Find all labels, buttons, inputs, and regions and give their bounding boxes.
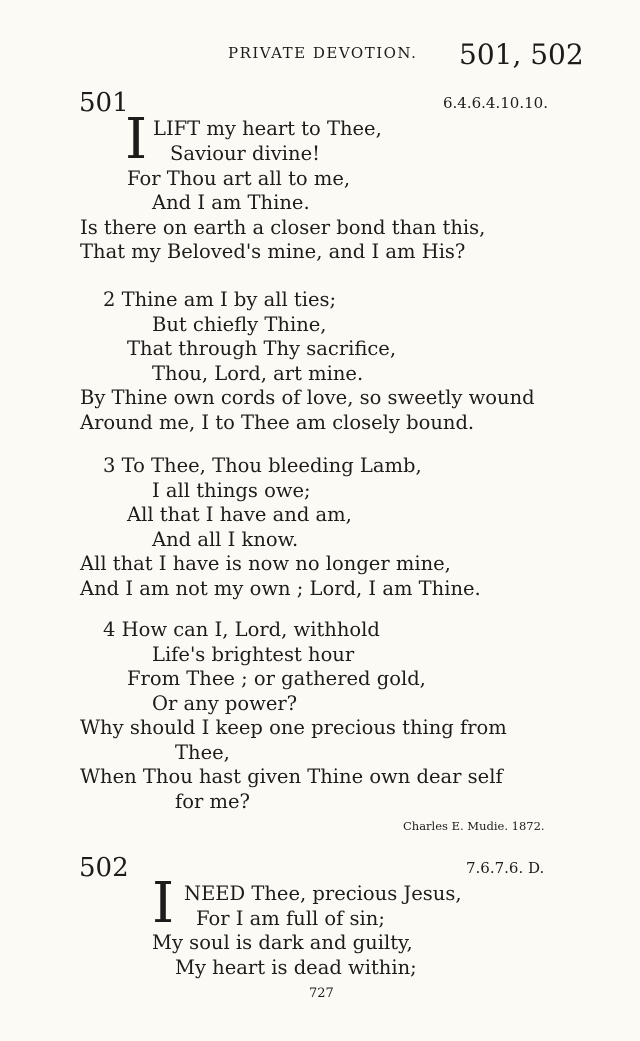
hymn-501-line: By Thine own cords of love, so sweetly wound [80, 386, 535, 409]
hymn-501-number: 501 [79, 88, 129, 118]
running-header-title: PRIVATE DEVOTION. [228, 44, 418, 62]
hymn-501-line: That my Beloved's mine, and I am His? [80, 240, 466, 263]
hymn-502-drop-cap: I [152, 871, 175, 936]
hymn-501-line: And I am not my own ; Lord, I am Thine. [80, 577, 481, 600]
hymn-501-line: Is there on earth a closer bond than this, [80, 216, 486, 239]
hymn-501-line: for me? [175, 790, 250, 813]
hymn-501-line: All that I have is now no longer mine, [80, 552, 451, 575]
hymn-501-line: That through Thy sacrifice, [127, 337, 397, 360]
running-header-hymn-numbers: 501, 502 [459, 38, 584, 71]
hymn-501-line: And all I know. [152, 528, 299, 551]
hymn-501-line: 2 Thine am I by all ties; [103, 288, 337, 311]
hymn-501-line: Thou, Lord, art mine. [152, 362, 364, 385]
hymn-501-meter: 6.4.6.4.10.10. [443, 94, 548, 112]
hymn-501-line: Or any power? [152, 692, 298, 715]
hymn-501-line: All that I have and am, [127, 503, 352, 526]
hymn-502-meter: 7.6.7.6. D. [466, 859, 545, 877]
hymn-501-line: 3 To Thee, Thou bleeding Lamb, [103, 454, 422, 477]
hymn-501-line: Around me, I to Thee am closely bound. [80, 411, 475, 434]
hymn-502-line: NEED Thee, precious Jesus, [184, 882, 462, 905]
hymn-501-line: For Thou art all to me, [127, 167, 351, 190]
hymn-501-line: Saviour divine! [170, 142, 320, 165]
hymn-501-line: LIFT my heart to Thee, [153, 117, 382, 140]
hymn-502-line: My heart is dead within; [175, 956, 417, 979]
hymn-501-line: From Thee ; or gathered gold, [127, 667, 426, 690]
hymn-501-line: Life's brightest hour [152, 643, 355, 666]
hymn-501-line: 4 How can I, Lord, withhold [103, 618, 380, 641]
hymn-502-number: 502 [79, 853, 129, 883]
hymn-501-line: And I am Thine. [152, 191, 310, 214]
hymn-502-line: My soul is dark and guilty, [152, 931, 413, 954]
hymn-501-line: Why should I keep one precious thing from [80, 716, 507, 739]
hymn-501-attribution: Charles E. Mudie. 1872. [403, 819, 545, 833]
hymn-501-line: When Thou hast given Thine own dear self [80, 765, 503, 788]
hymn-501-line: But chiefly Thine, [152, 313, 327, 336]
hymn-502-line: For I am full of sin; [196, 907, 385, 930]
hymn-501-drop-cap: I [125, 107, 148, 172]
hymn-501-line: Thee, [175, 741, 230, 764]
page-number: 727 [309, 986, 334, 1001]
hymn-501-line: I all things owe; [152, 479, 311, 502]
